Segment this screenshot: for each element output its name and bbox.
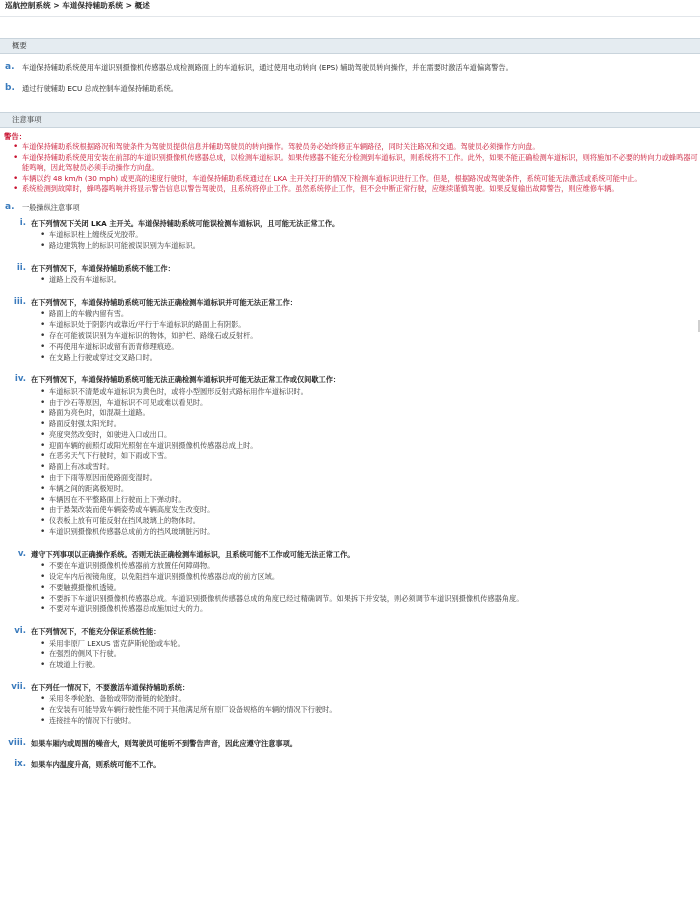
subsection-heading bbox=[0, 739, 700, 748]
subsection-title: 在下列情况下关闭 LKA 主开关。车道保持辅助系统可能误检测车道标识，且可能无法正常工作。 bbox=[31, 218, 340, 228]
subsection-title: 在下列任一情况下，不要激活车道保持辅助系统： bbox=[31, 682, 190, 692]
bullet-item: • 由于沙石等原因，车道标识不可见或难以看见时。 bbox=[49, 398, 700, 409]
general-sections bbox=[0, 219, 700, 770]
bullet-item: • 由于下雨等原因而使路面变湿时。 bbox=[49, 473, 700, 484]
warning-item: • 系统检测到故障时，蜂鸣器鸣响并将显示警告信息以警告驾驶员，且系统将停止工作。虽然系统停止工作，但不会中断正常行驶，应继续谨慎驾驶。如果反复输出故障警告，则应维修车辆。 bbox=[22, 184, 700, 194]
bullet-item: • 车道识别摄像机传感器总成前方的挡风玻璃脏污时。 bbox=[49, 527, 700, 538]
bullet-item: • 路面上有冰或雪时。 bbox=[49, 462, 700, 473]
subsection-heading bbox=[0, 627, 700, 636]
subsection-label: ix. bbox=[14, 759, 26, 770]
subsection-label: iii. bbox=[13, 297, 26, 307]
bullet-item: • 不要触摸摄像机透镜。 bbox=[49, 583, 700, 594]
bullet-item: • 车辆之间的距离极短时。 bbox=[49, 484, 700, 495]
subsection-title: 在下列情况下，车道保持辅助系统可能无法正确检测车道标识并可能无法正常工作： bbox=[31, 298, 297, 307]
item-text: 通过行驶辅助 ECU 总成控制车道保持辅助系统。 bbox=[22, 84, 178, 94]
warning-item: • 车道保持辅助系统根据路况和驾驶条件为驾驶员提供信息并辅助驾驶员的转向操作。驾驶员务必始终修正车辆路径，同时关注路况和交通。驾驶员必须操作方向盘。 bbox=[22, 142, 700, 152]
bullet-item: • 道路上没有车道标识。 bbox=[49, 275, 700, 286]
bullet-item: • 采用冬季轮胎、备胎或带防滑链的轮胎时。 bbox=[49, 694, 700, 705]
warning-title: 警告： bbox=[4, 131, 27, 141]
bullet-item: • 路面上的车辙内留有雪。 bbox=[49, 309, 700, 320]
subsection-heading bbox=[0, 264, 700, 273]
subsection-bullet-list bbox=[0, 561, 700, 615]
subsection-bullet-list bbox=[0, 309, 700, 363]
bullet-item: • 路面为亮色时，如混凝土道路。 bbox=[49, 408, 700, 419]
subsection-bullet-list bbox=[0, 639, 700, 671]
overview-item bbox=[0, 84, 700, 93]
breadcrumb-text: 巡航控制系统 > 车道保持辅助系统 > 概述 bbox=[5, 1, 150, 10]
bullet-item: • 不再使用车道标识或留有沥青修理痕迹。 bbox=[49, 342, 700, 353]
warning-list bbox=[0, 142, 700, 194]
subsection-heading bbox=[0, 550, 700, 559]
bullet-item: • 不要拆下车道识别摄像机传感器总成。车道识别摄像机传感器总成的角度已经过精确调节。如果拆下并安装，则必须调节车道识别摄像机传感器角度。 bbox=[49, 594, 700, 605]
bullet-item: • 在安装有可能导致车辆行驶性能不同于其他满足所有原厂设备规格的车辆的情况下行驶时。 bbox=[49, 705, 700, 716]
subsection-heading bbox=[0, 760, 700, 769]
bullet-item: • 车道标识不清楚或车道标识为黄色时，或将小型圆形反射式路标用作车道标识时。 bbox=[49, 387, 700, 398]
general-label: a. bbox=[5, 201, 15, 212]
general-title: 一般操纵注意事项 bbox=[22, 202, 80, 212]
bullet-item: • 存在可能被误识别为车道标识的物体，如护栏、路缘石或反射杆。 bbox=[49, 331, 700, 342]
bullet-item: • 车道标识柱上缠绕反光胶带。 bbox=[49, 230, 700, 241]
subsection-heading bbox=[0, 298, 700, 307]
subsection-bullet-list bbox=[0, 275, 700, 286]
bullet-item: • 由于悬架改装而使车辆姿势或车辆高度发生改变时。 bbox=[49, 505, 700, 516]
bullet-item: • 仪表板上放有可能反射在挡风玻璃上的物体时。 bbox=[49, 516, 700, 527]
subsection-heading bbox=[0, 219, 700, 228]
subsection-title: 在下列情况下，车道保持辅助系统可能无法正确检测车道标识并可能无法正常工作或仅间歇工作： bbox=[31, 375, 341, 385]
notes-title: 注意事项 bbox=[12, 114, 42, 124]
breadcrumb bbox=[0, 0, 700, 17]
overview-item bbox=[0, 63, 700, 72]
subsection-bullet-list bbox=[0, 230, 700, 252]
bullet-item: • 路面反射强太阳光时。 bbox=[49, 419, 700, 430]
bullet-item: • 迎面车辆的前照灯或阳光照射在车道识别摄像机传感器总成上时。 bbox=[49, 441, 700, 452]
subsection-label: viii. bbox=[8, 737, 26, 748]
bullet-item: • 路边建筑物上的标识可能被误识别为车道标识。 bbox=[49, 241, 700, 252]
bullet-item: • 车道标识处于阴影内或靠近/平行于车道标识的路面上有阴影。 bbox=[49, 320, 700, 331]
overview-section-header bbox=[0, 38, 700, 54]
bullet-item: • 在恶劣天气下行驶时，如下雨或下雪。 bbox=[49, 451, 700, 462]
bullet-item: • 在强烈的侧风下行驶。 bbox=[49, 649, 700, 660]
subsection-heading bbox=[0, 375, 700, 384]
bullet-item: • 不要对车道识别摄像机传感器总成施加过大的力。 bbox=[49, 604, 700, 615]
general-heading bbox=[0, 203, 700, 212]
item-label: b. bbox=[5, 83, 15, 94]
overview-title: 概要 bbox=[12, 41, 27, 50]
bullet-item: • 在支路上行驶或穿过交叉路口时。 bbox=[49, 353, 700, 364]
subsection-title: 在下列情况下，车道保持辅助系统不能工作： bbox=[31, 263, 175, 273]
bullet-item: • 设定车内后视镜角度，以免阻挡车道识别摄像机传感器总成的前方区域。 bbox=[49, 572, 700, 583]
bullet-item: • 采用非原厂 LEXUS 雷克萨斯轮胎或车轮。 bbox=[49, 639, 700, 650]
subsection-label: vii. bbox=[11, 681, 26, 692]
bullet-item: • 连接挂车的情况下行驶时。 bbox=[49, 716, 700, 727]
subsection-title: 在下列情况下，不能充分保证系统性能： bbox=[31, 627, 161, 637]
subsection-bullet-list bbox=[0, 694, 700, 726]
subsection-bullet-list bbox=[0, 387, 700, 538]
subsection-title: 如果车内温度升高，则系统可能不工作。 bbox=[31, 760, 161, 770]
item-label: a. bbox=[5, 62, 15, 72]
notes-section-header bbox=[0, 112, 700, 128]
subsection-label: i. bbox=[19, 217, 26, 228]
subsection-title: 如果车厢内或周围的噪音大，则驾驶员可能听不到警告声音，因此应遵守注意事项。 bbox=[31, 738, 297, 748]
bullet-item: • 在坡道上行驶。 bbox=[49, 660, 700, 671]
warning-item: • 车道保持辅助系统使用安装在前部的车道识别摄像机传感器总成，以检测车道标识。如果传感器不能充分检测到车道标识，则系统将不工作。此外，如果不能正确检测车道标识，则将施加不必要的转向力或蜂鸣器可能鸣响，因此驾驶员必须手动操作方向盘。 bbox=[22, 153, 700, 174]
bullet-item: • 车辆因在不平整路面上行驶而上下弹动时。 bbox=[49, 495, 700, 506]
subsection-label: iv. bbox=[14, 374, 26, 385]
warning-item: • 车辆以约 48 km/h (30 mph) 或更高的速度行驶时，车道保持辅助系统通过在 LKA 主开关打开的情况下检测车道标识进行工作。但是，根据路况或驾驶条件，系统可能无法激活或系统可能中止。 bbox=[22, 174, 700, 184]
subsection-label: ii. bbox=[16, 262, 26, 273]
bullet-item: • 不要在车道识别摄像机传感器前方放置任何障碍物。 bbox=[49, 561, 700, 572]
subsection-label: v. bbox=[17, 548, 26, 559]
subsection-title: 遵守下列事项以正确操作系统。否则无法正确检测车道标识，且系统可能不工作或可能无法正常工作。 bbox=[31, 549, 355, 559]
item-text: 车道保持辅助系统使用车道识别摄像机传感器总成检测路面上的车道标识，通过使用电动转向 (EPS) 辅助驾驶员转向操作，并在需要时激活车道偏离警告。 bbox=[22, 63, 513, 72]
subsection-heading bbox=[0, 683, 700, 692]
bullet-item: • 亮度突然改变时，如驶进入口或出口。 bbox=[49, 430, 700, 441]
subsection-label: vi. bbox=[14, 626, 26, 637]
